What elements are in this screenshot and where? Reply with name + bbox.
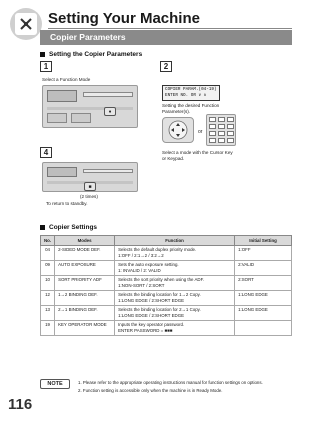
row-initial: 2:SORT xyxy=(235,276,292,291)
note-label: NOTE xyxy=(40,379,70,389)
or-text: or xyxy=(198,129,203,135)
table-row xyxy=(41,291,292,306)
row-no: 04 xyxy=(41,246,55,261)
col-function: Function xyxy=(115,236,235,246)
times-label: (2 times) xyxy=(80,194,98,199)
row-no: 09 xyxy=(41,261,55,276)
lcd-line-1: COPIER PARAM.(04-19) xyxy=(165,87,217,92)
note-item: 2. Function setting is accessible only when the machine is in Ready Mode. xyxy=(78,388,223,394)
page-number: 116 xyxy=(8,396,33,413)
table-row xyxy=(41,276,292,291)
notes-list xyxy=(78,379,292,396)
section-title: Copier Parameters xyxy=(50,32,126,42)
cursor-key-illustration xyxy=(162,117,194,143)
step-2-number: 2 xyxy=(160,61,172,72)
row-no: 12 xyxy=(41,291,55,306)
row-initial: 1:LONG EDGE xyxy=(235,291,292,306)
row-mode: 1→2 BINDING DEF. xyxy=(55,291,115,306)
setting-params-heading: Setting the Copier Parameters xyxy=(40,51,142,58)
control-panel-illustration xyxy=(42,85,138,128)
row-function: Inputs the key operator password. ENTER PASSWORD = ■■■ xyxy=(115,321,235,336)
row-initial: 2:VALID xyxy=(235,261,292,276)
standby-caption: To return to standby. xyxy=(46,201,88,206)
table-row xyxy=(41,246,292,261)
row-mode: 2→1 BINDING DEF. xyxy=(55,306,115,321)
step-2-caption: Setting the desired Function Parameter(s). xyxy=(162,103,220,114)
function-key: ♦ xyxy=(104,107,116,116)
bullet-square-icon xyxy=(40,52,45,57)
row-function: Selects the binding location for 1→2 Copy. 1:LONG EDGE / 2:SHORT EDGE xyxy=(115,291,235,306)
row-function: Selects the binding location for 2→1 Copy. 1:LONG EDGE / 2:SHORT EDGE xyxy=(115,306,235,321)
title-divider xyxy=(48,28,292,29)
step-4-number: 4 xyxy=(40,147,52,158)
page-title: Setting Your Machine xyxy=(48,10,200,27)
step-1-caption: Select a Function Mode xyxy=(42,77,91,82)
row-initial xyxy=(235,321,292,336)
note-item: 1. Please refer to the appropriate operating instructions manual for function settings on options. xyxy=(78,380,263,385)
lcd-display xyxy=(162,85,220,101)
copier-settings-heading: Copier Settings xyxy=(40,224,97,231)
step-1-number: 1 xyxy=(40,61,52,72)
row-mode: SORT PRIORITY ADF xyxy=(55,276,115,291)
section-band xyxy=(40,30,292,45)
table-row xyxy=(41,321,292,336)
table-header-row xyxy=(41,236,292,246)
table-row xyxy=(41,306,292,321)
row-mode: AUTO EXPOSURE xyxy=(55,261,115,276)
copier-settings-table xyxy=(40,235,292,336)
col-initial-setting: Initial Setting xyxy=(235,236,292,246)
row-function: Selects the sort priority when using the ADF. 1:NON-SORT / 2:SORT xyxy=(115,276,235,291)
row-no: 13 xyxy=(41,306,55,321)
row-mode: 2-SIDED MODE DEF. xyxy=(55,246,115,261)
keypad-illustration xyxy=(206,114,236,146)
settings-tools-icon xyxy=(10,8,42,40)
row-initial: 1:OFF xyxy=(235,246,292,261)
row-initial: 1:LONG EDGE xyxy=(235,306,292,321)
col-no: No. xyxy=(41,236,55,246)
row-function: Selects the default duplex priority mode. 1:OFF / 2:1→2 / 3:2→2 xyxy=(115,246,235,261)
bullet-square-icon xyxy=(40,225,45,230)
col-modes: Modes xyxy=(55,236,115,246)
row-no: 19 xyxy=(41,321,55,336)
row-no: 10 xyxy=(41,276,55,291)
step-3-caption: Select a mode with the Cursor Key or Keypad. xyxy=(162,150,233,161)
table-row xyxy=(41,261,292,276)
stop-key: ■ xyxy=(84,182,96,191)
row-mode: KEY OPERATOR MODE xyxy=(55,321,115,336)
row-function: Sets the auto exposure setting. 1: INVALID / 2: VALID xyxy=(115,261,235,276)
lcd-line-2: ENTER NO. OR ∨ ∧ xyxy=(165,93,207,99)
